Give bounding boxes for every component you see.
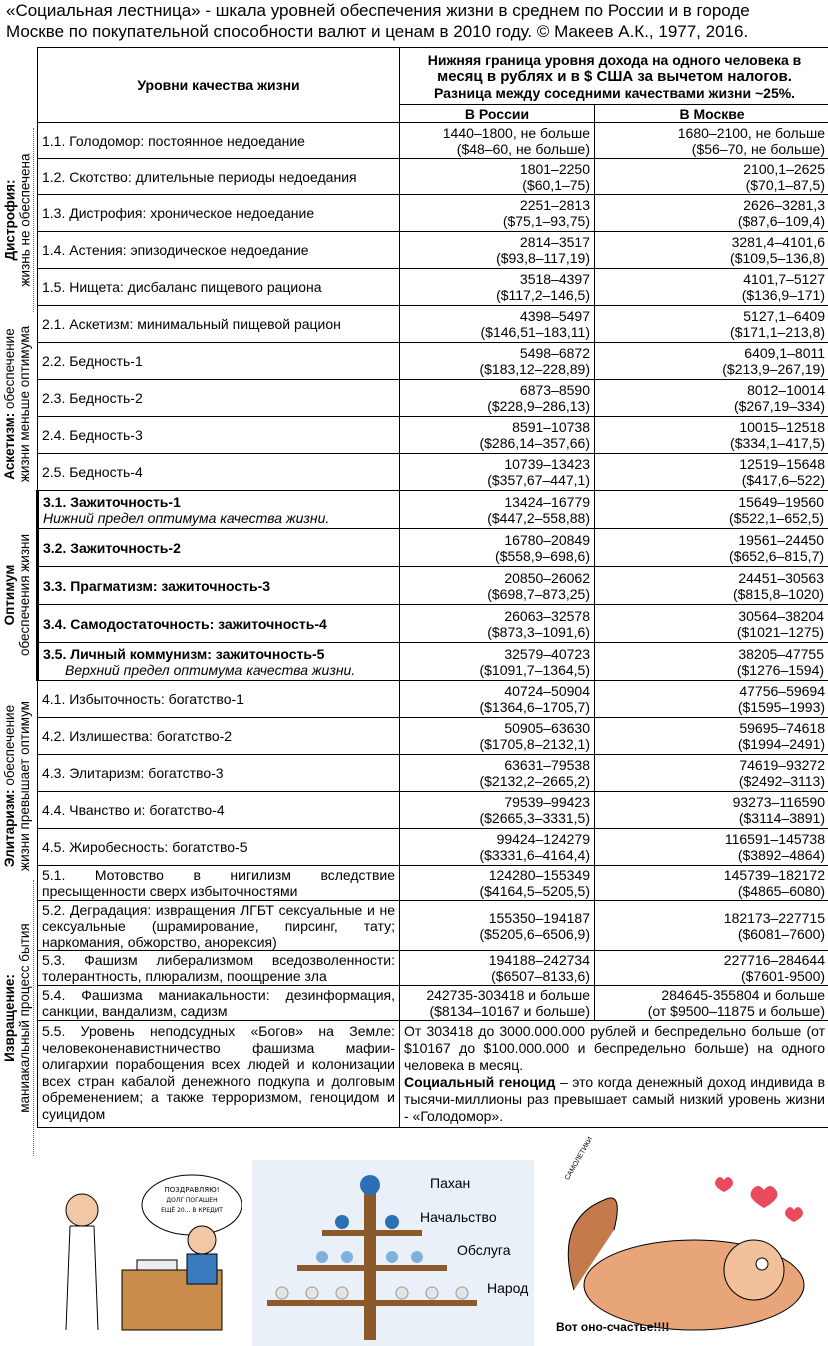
svg-text:ДОЛГ ПОГАШЕН: ДОЛГ ПОГАШЕН <box>166 1197 218 1204</box>
moscow-value <box>595 681 828 718</box>
moscow-value-usd: ($6081–7600) <box>737 925 826 942</box>
russia-value-rub: 99424–124279 <box>496 831 590 847</box>
russia-value-rub: 8591–10738 <box>512 419 590 435</box>
russia-value-usd: ($558,9–698,6) <box>495 547 590 564</box>
row-label <box>38 901 400 951</box>
row-label-text: 2.2. Бедность-1 <box>42 353 143 369</box>
moscow-value-rub: 59695–74618 <box>739 720 826 736</box>
moscow-value-usd: ($1595–1993) <box>737 699 826 715</box>
russia-value-usd: ($2665,3–3331,5) <box>479 810 590 826</box>
russia-value-usd: ($228,9–286,13) <box>487 398 590 414</box>
russia-value-rub: 50905–63630 <box>504 720 590 736</box>
moscow-value <box>595 605 828 643</box>
russia-value-usd: ($146,51–183,11) <box>480 324 590 340</box>
table-row <box>38 792 828 829</box>
russia-value-usd: ($8134–10167 и больше) <box>429 1003 590 1019</box>
moscow-value-rub: 6409,1–8011 <box>744 345 826 361</box>
russia-value-rub: 63631–79538 <box>504 757 590 773</box>
table-row <box>38 195 828 232</box>
row-label-text: 3.5. Личный коммунизм: зажиточность-5 <box>43 645 325 662</box>
russia-value <box>400 195 595 232</box>
moscow-value-rub: 2626–3281,3 <box>743 197 826 213</box>
moscow-value-usd: ($522,1–652,5) <box>729 509 825 526</box>
table-row <box>38 866 828 901</box>
russia-value-usd: ($286,14–357,66) <box>479 435 590 451</box>
table-row <box>38 567 828 605</box>
row-label-text: 2.3. Бедность-2 <box>42 390 143 406</box>
pyramid-label-people: Народ <box>487 1280 529 1296</box>
row-label <box>38 643 400 681</box>
russia-value-usd: ($1705,8–2132,1) <box>479 736 590 752</box>
row-label <box>38 866 400 901</box>
russia-value-rub: 155350–194187 <box>488 909 590 926</box>
cartoon-debt-image <box>42 1160 242 1346</box>
moscow-value-usd: ($3114–3891) <box>738 810 826 826</box>
moscow-value <box>595 643 828 681</box>
russia-value-rub: 79539–99423 <box>504 794 590 810</box>
moscow-value-usd: ($1021–1275) <box>736 623 825 640</box>
russia-value-usd: ($2132,2–2665,2) <box>479 773 590 789</box>
moscow-value <box>595 380 828 417</box>
moscow-value-rub: 19561–24450 <box>738 531 825 548</box>
moscow-value-usd: ($267,19–334) <box>733 398 826 414</box>
moscow-value <box>595 343 828 380</box>
table-row <box>38 718 828 755</box>
table-row <box>38 605 828 643</box>
russia-value-usd: ($447,2–558,88) <box>487 509 590 526</box>
moscow-value-rub: 24451–30563 <box>738 569 825 586</box>
russia-value-usd: ($93,8–117,19) <box>496 250 590 266</box>
pic3-tag: САМОЛЕТИКИ <box>564 1136 595 1182</box>
russia-value <box>400 681 595 718</box>
moscow-value-rub: 10015–12518 <box>739 419 826 435</box>
row-label-text: 5.1. Мотовство в нигилизм вследствие пресыщенности сверх избыточностями <box>42 867 395 899</box>
moscow-value-usd: ($87,6–109,4) <box>737 213 826 229</box>
row-label <box>38 951 400 986</box>
russia-value <box>400 417 595 454</box>
moscow-value <box>595 951 828 986</box>
table-row <box>38 269 828 306</box>
pyramid-label-management: Начальство <box>420 1209 497 1225</box>
moscow-value-rub: 93273–116590 <box>732 794 826 810</box>
row-label <box>38 986 400 1021</box>
moscow-value-rub: 47756–59694 <box>739 683 826 699</box>
russia-value <box>400 951 595 986</box>
moscow-value-usd: ($7601-9500) <box>740 968 826 984</box>
table-row <box>38 417 828 454</box>
table-row <box>38 306 828 343</box>
row-label-text: 2.4. Бедность-3 <box>42 427 143 443</box>
russia-value-usd: ($1364,6–1705,7) <box>479 699 590 715</box>
moscow-value <box>595 866 828 901</box>
russia-value-usd: ($6507–8133,6) <box>491 968 590 984</box>
row-label <box>38 529 400 567</box>
moscow-value <box>595 195 828 232</box>
pyramid-label-boss: Пахан <box>430 1175 471 1191</box>
row-label-text: 3.2. Зажиточность-2 <box>43 539 181 556</box>
moscow-value-rub: 284645-355804 и больше <box>661 987 826 1003</box>
moscow-value <box>595 306 828 343</box>
russia-value <box>400 232 595 269</box>
row-label <box>38 681 400 718</box>
cartoon-cat-image <box>544 1136 824 1346</box>
row-label-text: 1.3. Дистрофия: хроническое недоедание <box>42 205 315 221</box>
moscow-value-usd: ($56–70, не больше) <box>691 140 826 157</box>
table-row <box>38 159 828 195</box>
russia-value <box>400 491 595 529</box>
table-row <box>38 232 828 269</box>
header-moscow: В Москве <box>595 105 828 123</box>
moscow-value <box>595 755 828 792</box>
row-5-5-note: От 303418 до 3000.000.000 рублей и беспредельно больше (от $10167 до $100.000.000 и беспредельно больше) на одного человека в месяц. Социальный геноцид – это когда денежный доход индивида в тысячи-миллионы раз превышает самый низкий уровень жизни - «Голодомор». <box>400 1021 828 1128</box>
row-label <box>38 343 400 380</box>
row-label <box>38 755 400 792</box>
moscow-value-usd: ($4865–6080) <box>737 883 826 899</box>
moscow-value <box>595 529 828 567</box>
table-row <box>38 529 828 567</box>
row-label <box>38 306 400 343</box>
row-label <box>38 454 400 491</box>
russia-value-rub: 26063–32578 <box>504 607 590 624</box>
table-row <box>38 123 828 159</box>
russia-value <box>400 269 595 306</box>
russia-value <box>400 643 595 681</box>
row-label-text: 5.4. Фашизма маниакальности: дезинформация, санкции, вандализм, садизм <box>42 987 395 1019</box>
table-header-row <box>38 48 828 105</box>
russia-value <box>400 159 595 195</box>
russia-value-rub: 32579–40723 <box>504 645 590 662</box>
russia-value <box>400 829 595 866</box>
row-label-text: 4.1. Избыточность: богатство-1 <box>42 691 244 707</box>
moscow-value-usd: ($1276–1594) <box>736 661 825 678</box>
moscow-value-rub: 30564–38204 <box>738 607 825 624</box>
moscow-value <box>595 123 828 159</box>
russia-value-rub: 16780–20849 <box>504 531 590 548</box>
russia-value-usd: ($873,3–1091,6) <box>487 623 590 640</box>
row-label <box>38 232 400 269</box>
russia-value-rub: 2814–3517 <box>519 234 590 250</box>
moscow-value-rub: 182173–227715 <box>723 909 826 926</box>
row-label-text: 5.3. Фашизм либерализмом вседозволенности: толерантность, плюрализм, поощрение зла <box>42 952 395 984</box>
moscow-value-usd: ($70,1–87,5) <box>745 176 826 193</box>
moscow-value-usd: ($2492–3113) <box>738 773 826 789</box>
moscow-value <box>595 454 828 491</box>
table-row-5-5 <box>38 1021 828 1128</box>
moscow-value <box>595 491 828 529</box>
moscow-value-usd: ($334,1–417,5) <box>730 435 826 451</box>
moscow-value <box>595 718 828 755</box>
svg-text:ЕЩЁ 20... В КРЕДИТ: ЕЩЁ 20... В КРЕДИТ <box>161 1207 223 1214</box>
row-label <box>38 567 400 605</box>
row-label-text: 2.1. Аскетизм: минимальный пищевой рацион <box>42 316 341 332</box>
moscow-value-usd: ($171,1–213,8) <box>730 324 826 340</box>
row-label-text: 4.5. Жиробесность: богатство-5 <box>42 839 248 855</box>
table-row <box>38 901 828 951</box>
row-label <box>38 718 400 755</box>
russia-value-rub: 4398–5497 <box>519 308 590 324</box>
russia-value <box>400 986 595 1021</box>
table-row <box>38 643 828 681</box>
table-row <box>38 491 828 529</box>
illustrations <box>0 1136 828 1346</box>
row-label-text: 4.2. Излишества: богатство-2 <box>42 728 233 744</box>
table-row <box>38 829 828 866</box>
moscow-value-usd: ($815,8–1020) <box>732 585 825 602</box>
moscow-value-rub: 15649–19560 <box>738 493 825 510</box>
russia-value-rub: 10739–13423 <box>504 456 590 472</box>
russia-value <box>400 567 595 605</box>
pyramid-label-service: Обслуга <box>457 1242 511 1258</box>
moscow-value-usd: ($109,5–136,8) <box>730 250 826 266</box>
moscow-value <box>595 269 828 306</box>
russia-value-usd: ($183,12–228,89) <box>479 361 590 377</box>
group-label-perversion: Извращение: маниакальный процесс бытия <box>2 923 33 1113</box>
russia-value <box>400 454 595 491</box>
row-label-text: 4.4. Чванство и: богатство-4 <box>42 802 225 818</box>
row-label-text: 1.4. Астения: эпизодическое недоедание <box>42 242 309 258</box>
row-label-text: 3.1. Зажиточность-1 <box>43 493 181 510</box>
row-label: 5.5. Уровень неподсудных «Богов» на Земле: человеконенавистничество фашизма мафии-олигархии порабощения всех людей и колонизации всех стран кабалой денежного подкупа и долговым обременением; а также терроризмом, геноцидом и суицидом <box>38 1021 400 1128</box>
moscow-value <box>595 159 828 195</box>
moscow-value-rub: 1680–2100, не больше <box>677 124 826 141</box>
russia-value <box>400 306 595 343</box>
row-label-text: 5.2. Деградация: извращения ЛГБТ сексуальные и не сексуальные (шрамирование, пирсинг, тату; наркомания, обжорство, анорексия) <box>42 901 395 950</box>
table-row <box>38 986 828 1021</box>
group-label-dystrophy: Дистрофия: жизнь не обеспечена <box>2 153 32 287</box>
russia-value <box>400 792 595 829</box>
table-body <box>38 123 828 1021</box>
moscow-value-usd: ($1994–2491) <box>737 736 826 752</box>
row-label-text: 1.2. Скотство: длительные периоды недоедания <box>42 168 357 185</box>
moscow-value-rub: 145739–182172 <box>723 867 826 883</box>
row-label-text: 4.3. Элитаризм: богатство-3 <box>42 765 224 781</box>
row-label-text: 1.1. Голодомор: постоянное недоедание <box>42 132 305 149</box>
header-levels: Уровни качества жизни <box>38 48 400 123</box>
group-label-asceticism: Аскетизм: обеспечение жизни меньше оптимума <box>2 325 32 483</box>
row-label <box>38 380 400 417</box>
russia-value-usd: ($3331,6–4164,4) <box>479 847 590 863</box>
moscow-value-rub: 116591–145738 <box>724 831 826 847</box>
russia-value-usd: ($698,7–873,25) <box>487 585 590 602</box>
table-row <box>38 343 828 380</box>
moscow-value-usd: ($213,9–267,19) <box>722 361 826 377</box>
russia-value-usd: ($357,67–447,1) <box>487 472 590 488</box>
moscow-value-usd: ($3892–4864) <box>737 847 826 863</box>
moscow-value-rub: 12519–15648 <box>739 456 826 472</box>
moscow-value <box>595 829 828 866</box>
moscow-value-rub: 8012–10014 <box>747 382 826 398</box>
russia-value <box>400 866 595 901</box>
moscow-value <box>595 792 828 829</box>
moscow-value-usd: (от $9500–11875 и больше) <box>647 1003 826 1019</box>
title-line-2: Москве по покупательной способности валют и ценам в 2010 году. © Макеев А.К., 1977, 2016. <box>6 22 749 41</box>
social-ladder-table <box>36 47 828 1128</box>
russia-value <box>400 901 595 951</box>
table-row <box>38 951 828 986</box>
moscow-value-rub: 38205–47755 <box>738 645 825 662</box>
russia-value-usd: ($48–60, не больше) <box>456 140 590 157</box>
pyramid-image <box>252 1160 534 1346</box>
row-label-text: 1.5. Нищета: дисбаланс пищевого рациона <box>42 279 322 295</box>
russia-value <box>400 123 595 159</box>
moscow-value-rub: 4101,7–5127 <box>743 271 826 287</box>
russia-value-usd: ($4164,5–5205,5) <box>479 883 590 899</box>
row-label <box>38 829 400 866</box>
row-label <box>38 159 400 195</box>
moscow-value <box>595 232 828 269</box>
group-label-elitarism: Элитаризм: обеспечение жизни превышает оптимум <box>2 701 32 871</box>
moscow-value <box>595 986 828 1021</box>
moscow-value <box>595 901 828 951</box>
russia-value-rub: 13424–16779 <box>504 493 590 510</box>
svg-text:ПОЗДРАВЛЯЮ!: ПОЗДРАВЛЯЮ! <box>164 1186 220 1194</box>
row-sublabel: Верхний предел оптимума качества жизни. <box>65 661 356 678</box>
moscow-value <box>595 417 828 454</box>
row-label <box>38 491 400 529</box>
row-sublabel: Нижний предел оптимума качества жизни. <box>43 509 330 526</box>
russia-value-usd: ($1091,7–1364,5) <box>479 661 590 678</box>
header-note: Нижняя граница уровня дохода на одного человека в месяц в рублях и в $ США за вычетом налогов. Разница между соседними качествами жизни ~25%. <box>400 48 828 105</box>
russia-value-rub: 20850–26062 <box>504 569 590 586</box>
russia-value-rub: 5498–6872 <box>519 345 590 361</box>
moscow-value <box>595 567 828 605</box>
table-row <box>38 380 828 417</box>
row-label-text: 3.4. Самодостаточность: зажиточность-4 <box>43 615 327 632</box>
russia-value-rub: 1440–1800, не больше <box>442 124 590 141</box>
row-label <box>38 269 400 306</box>
russia-value-rub: 40724–50904 <box>504 683 590 699</box>
table-row <box>38 681 828 718</box>
russia-value-rub: 1801–2250 <box>519 160 590 177</box>
russia-value-usd: ($5205,6–6506,9) <box>479 925 590 942</box>
russia-value-rub: 6873–8590 <box>519 382 590 398</box>
row-label <box>38 417 400 454</box>
russia-value <box>400 529 595 567</box>
row-label-text: 2.5. Бедность-4 <box>42 464 143 480</box>
russia-value <box>400 380 595 417</box>
russia-value <box>400 343 595 380</box>
row-label <box>38 195 400 232</box>
row-label <box>38 123 400 159</box>
page-title <box>0 0 828 42</box>
moscow-value-usd: ($652,6–815,7) <box>729 547 825 564</box>
russia-value-rub: 242735-303418 и больше <box>426 987 590 1003</box>
russia-value-rub: 194188–242734 <box>488 952 590 968</box>
russia-value-rub: 2251–2813 <box>519 197 590 213</box>
moscow-value-rub: 5127,1–6409 <box>743 308 826 324</box>
moscow-value-usd: ($417,6–522) <box>741 472 826 488</box>
moscow-value-rub: 74619–93272 <box>739 757 826 773</box>
row-label-text: 3.3. Прагматизм: зажиточность-3 <box>43 577 271 594</box>
russia-value-usd: ($60,1–75) <box>522 176 590 193</box>
russia-value-rub: 124280–155349 <box>488 867 590 883</box>
moscow-value-usd: ($136,9–171) <box>741 287 826 303</box>
table-row <box>38 755 828 792</box>
header-russia: В России <box>400 105 595 123</box>
moscow-value-rub: 3281,4–4101,6 <box>731 234 826 250</box>
row-label <box>38 605 400 643</box>
russia-value <box>400 718 595 755</box>
russia-value-usd: ($75,1–93,75) <box>502 213 590 229</box>
moscow-value-rub: 2100,1–2625 <box>743 160 826 177</box>
pic3-caption: Вот оно-счастье!!!! <box>556 1320 670 1334</box>
group-label-optimum: Оптимум обеспечения жизни <box>2 533 33 657</box>
row-label <box>38 792 400 829</box>
russia-value-rub: 3518–4397 <box>519 271 590 287</box>
russia-value-usd: ($117,2–146,5) <box>496 287 590 303</box>
table-row <box>38 454 828 491</box>
moscow-value-rub: 227716–284644 <box>723 952 826 968</box>
title-line-1: «Социальная лестница» - шкала уровней обеспечения жизни в среднем по России и в городе <box>6 1 750 20</box>
russia-value <box>400 755 595 792</box>
russia-value <box>400 605 595 643</box>
